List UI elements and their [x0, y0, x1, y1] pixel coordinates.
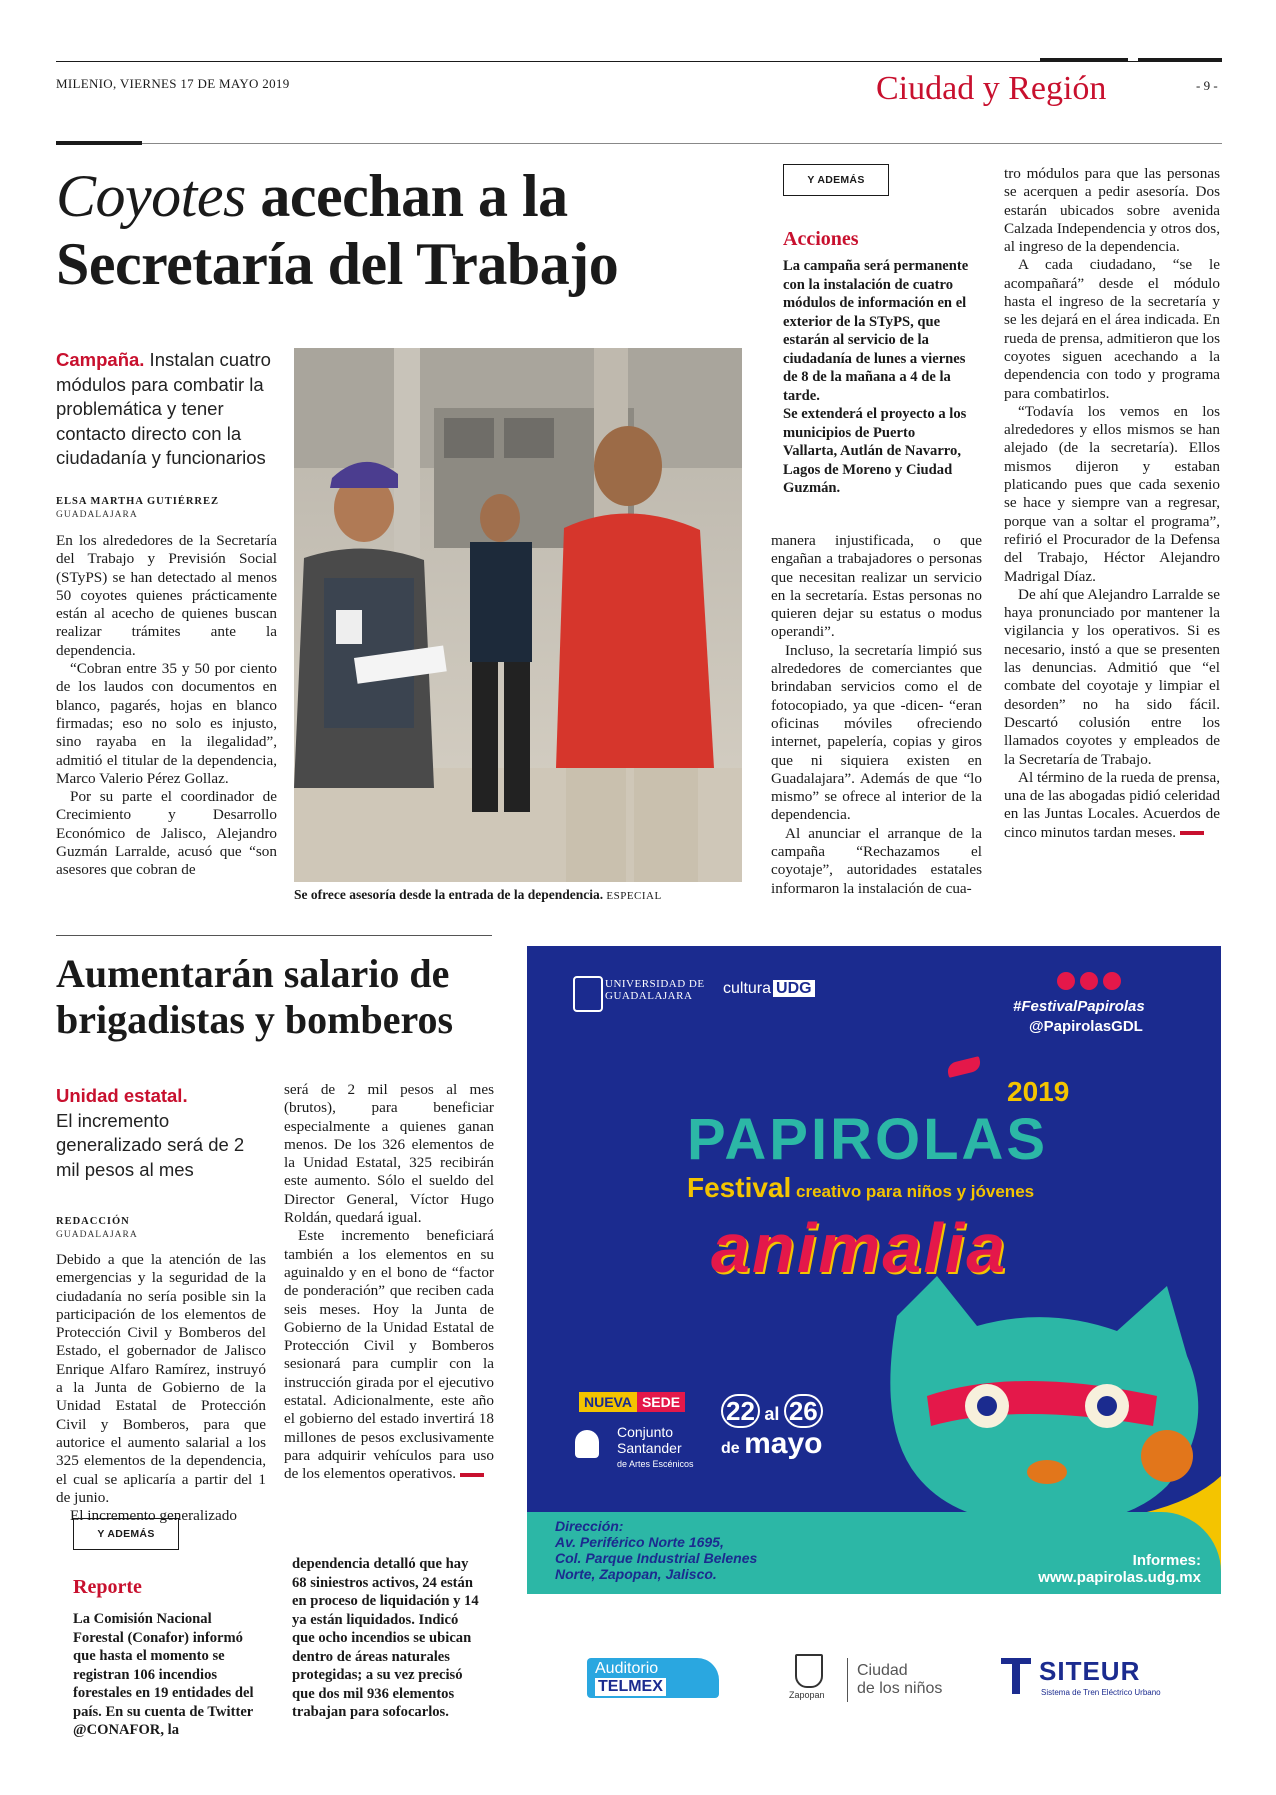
univ-name: [605, 978, 705, 1002]
festival-title: PAPIROLAS: [687, 1107, 1049, 1172]
paragraph: tro módulos para que las personas se acerquen a pedir asesoría. Dos estarán ubicados sobre avenida Calzada Independencia y otros dos, al ingreso de la dependencia.: [1004, 165, 1220, 256]
sponsor-divider: [847, 1658, 848, 1702]
sidebar-title: Reporte: [73, 1576, 142, 1598]
page-number: - 9 -: [1196, 78, 1218, 93]
facebook-icon: [1057, 972, 1075, 990]
address-line-1: Av. Periférico Norte 1695,: [555, 1534, 724, 1550]
author: ELSA MARTHA GUTIÉRREZ: [56, 496, 219, 507]
papirolas-ad: [527, 946, 1221, 1736]
paragraph: “Todavía los vemos en los alrededores y ellos mismos se han alejado (de la secretaría). Ellos mismos dijeron y estaban platicando pues que cada sexenio se hace y siempre van a regresar, porque van a soltar el programa”, refirió el Procurador de la Defensa del Trabajo, Héctor Alejandro Madrigal Díaz.: [1004, 402, 1220, 585]
paragraph-text: Este incremento beneficiará también a los elementos en su aguinaldo y en el bono de “factor de ponderación” que reciben cada seis meses. Hoy la Junta de Gobierno de la Unidad Estatal de Protección Civil y Bomberos sesionará para cumplir con la instrucción girada por el ejecutivo estatal. Adicionalmente, este año el gobierno del estado invertirá 18 millones de pesos exclusivamente para adquirir vehículos para uso de los elementos operativos.: [284, 1227, 494, 1483]
sidebar2-col-1: La Comisión Nacional Forestal (Conafor) informó que hasta el momento se registran 106 incendios forestales en 19 entidades del país. En su cuenta de Twitter @CONAFOR, la: [73, 1611, 254, 1738]
article-separator: [56, 935, 492, 936]
article1-headline: [56, 162, 756, 298]
headline-italic: Coyotes: [56, 163, 246, 229]
y-ademas-box: Y ADEMÁS: [783, 164, 889, 196]
sidebar-paragraph: La campaña será permanente con la instalación de cuatro módulos de información en el exterior de la STyPS, que estarán al servicio de la ciudadanía de lunes a viernes de 8 de la mañana a 4 de la tarde.: [783, 258, 969, 404]
udg-text: UDG: [773, 980, 815, 997]
deck-text: El incremento generalizado será de 2 mil pesos al mes: [56, 1109, 245, 1180]
y-ademas-box: Y ADEMÁS: [73, 1518, 179, 1550]
headline-line-2: Secretaría del Trabajo: [56, 231, 619, 297]
sponsor-ciudad-ninos: [857, 1662, 942, 1698]
sidebar-text: [783, 257, 969, 498]
top-rule-thick-2: [1138, 58, 1222, 62]
news-photo: [294, 348, 742, 882]
article1-column-1: [56, 532, 277, 880]
article1-deck: [56, 348, 278, 471]
siteur-logo-icon: [1001, 1658, 1031, 1694]
sponsor-auditorio-telmex: [587, 1658, 719, 1698]
paragraph: Por su parte el coordinador de Crecimiento y Desarrollo Económico de Jalisco, Alejandro Guzmán Larralde, acusó que “son asesores que cobran de: [56, 788, 277, 879]
masthead-bottom-rule: [56, 143, 1222, 144]
sponsor1-line-1: Auditorio: [595, 1660, 659, 1677]
univ-line-1: UNIVERSIDAD DE: [605, 978, 705, 990]
headline-rest: acechan a la: [245, 163, 568, 229]
paragraph-text: Al término de la rueda de prensa, una de las abogadas pidió celeridad en las Juntas Locales. Acuerdos de cinco minutos tardan meses.: [1004, 768, 1220, 841]
date-line: MILENIO, VIERNES 17 DE MAYO 2019: [56, 76, 290, 91]
paragraph: [1004, 769, 1220, 842]
sponsor3-line-2: de los niños: [857, 1680, 943, 1697]
new-venue-badge: [579, 1394, 685, 1410]
info-label: Informes:: [1132, 1552, 1201, 1569]
sidebar-paragraph: Se extenderá el proyecto a los municipios de Puerto Vallarta, Autlán de Navarro, Lagos de Moreno y Ciudad Guzmán.: [783, 406, 967, 496]
theme-title: animalia: [711, 1209, 1008, 1287]
article2-headline: [56, 951, 496, 1043]
zapopan-shield-icon: [795, 1654, 823, 1688]
venue-line-2: Santander: [617, 1440, 682, 1456]
article2-column-1: [56, 1251, 266, 1525]
cultura-udg-logo: [723, 980, 815, 998]
paragraph: El incremento generalizado: [70, 1507, 237, 1525]
top-rule-thick-1: [1040, 58, 1128, 62]
social-icons: [1057, 972, 1121, 995]
nueva-label: NUEVA: [579, 1392, 637, 1412]
twitter-icon: [1080, 972, 1098, 990]
date-de: de: [721, 1440, 740, 1457]
sponsor-siteur-sub: Sistema de Tren Eléctrico Urbano: [1041, 1688, 1161, 1697]
festival-tagline: creativo para niños y jóvenes: [791, 1182, 1035, 1201]
paragraph: Al anunciar el arranque de la campaña “Rechazamos el coyotaje”, autoridades estatales informaron la instalación de cua-: [771, 824, 982, 897]
article2-deck: [56, 1084, 266, 1182]
handle: @PapirolasGDL: [1029, 1018, 1143, 1035]
sponsor1-line-2: TELMEX: [595, 1678, 666, 1696]
udg-seal-icon: [573, 976, 603, 1012]
photo-illustration: [294, 348, 742, 882]
deck-text: Instalan cuatro módulos para combatir la problemática y tener contacto directo con la ciudadanía y funcionarios: [56, 349, 271, 468]
paragraph: Incluso, la secretaría limpió sus alrededores de comerciantes que brindaban servicios como el de fotocopiado, ya que -dicen- “eran oficinas móviles ofreciendo internet, papelería, copias y giros que ni siquiera existen en Guadalajara”. Además de que “lo mismo” se ofrece al interior de la dependencia.: [771, 641, 982, 824]
address-block: [555, 1518, 757, 1582]
cultura-text: cultura: [723, 980, 772, 997]
sponsor-siteur: SITEUR: [1039, 1656, 1141, 1686]
end-mark: [460, 1473, 484, 1477]
info-url: www.papirolas.udg.mx: [1038, 1569, 1201, 1586]
sidebar-title: Acciones: [783, 228, 859, 250]
paragraph: será de 2 mil pesos al mes (brutos), para beneficiar especialmente a quienes ganan menos. De los 326 elementos de la Unidad Estatal, 325 recibirán este aumento. Sólo el sueldo del Director General, Víctor Hugo Roldán, quedará igual.: [284, 1081, 494, 1227]
headline-line-2: brigadistas y bomberos: [56, 997, 454, 1042]
section-title: Ciudad y Región: [876, 70, 1107, 107]
festival-word: Festival: [687, 1172, 792, 1203]
festival-subtitle: [687, 1172, 1034, 1204]
festival-dates: [721, 1396, 823, 1461]
venue-name: [617, 1424, 694, 1472]
paragraph: En los alrededores de la Secretaría del Trabajo y Previsión Social (STyPS) se han detectado al menos 50 coyotes quienes prácticamente están al acecho de quienes buscan realizar trámites ante la dependencia.: [56, 532, 277, 659]
sede-label: SEDE: [637, 1392, 685, 1412]
sponsor-zapopan: Zapopan: [789, 1690, 825, 1700]
headline-line-1: Aumentarán salario de: [56, 951, 450, 996]
hashtag: #FestivalPapirolas: [1013, 998, 1145, 1015]
article2-column-2: [284, 1081, 494, 1484]
paragraph: De ahí que Alejandro Larralde se haya pronunciado por mantener la vigilancia y los operativos. Si es necesario, instó a que se presenten las denuncias. Admitió que “el combate del coyotaje y limpiar el desorden” no ha sido fácil. Descartó colusión entre los llamados coyotes y empleados de la Secretaría de Trabajo.: [1004, 585, 1220, 768]
place: GUADALAJARA: [56, 510, 138, 520]
kicker: Campaña.: [56, 349, 145, 370]
year: 2019: [1007, 1076, 1070, 1107]
address-label: Dirección:: [555, 1518, 624, 1534]
paragraph: [284, 1227, 494, 1483]
instagram-icon: [1103, 972, 1121, 990]
photo-credit: ESPECIAL: [603, 890, 662, 902]
date-al: al: [764, 1404, 780, 1424]
address-line-3: Norte, Zapopan, Jalisco.: [555, 1566, 717, 1582]
address-line-2: Col. Parque Industrial Belenes: [555, 1550, 758, 1566]
venue-line-1: Conjunto: [617, 1424, 674, 1440]
date-month: mayo: [744, 1427, 823, 1460]
kicker: Unidad estatal.: [56, 1085, 188, 1106]
venue-line-3: de Artes Escénicos: [617, 1459, 694, 1469]
date-month-line: [721, 1427, 823, 1461]
paragraph: Debido a que la atención de las emergencias y la seguridad de la ciudadanía no sería posible sin la participación de los elementos de Protección Civil y Bomberos del Estado, el gobernador de Jalisco Enrique Alfaro Ramírez, instruyó a la Junta de Gobierno de la Unidad Estatal de Protección Civil y Bomberos, para que autorice el aumento salarial a los 325 elementos de la dependencia, el cual se aplicaría a partir del 1 de junio.: [56, 1251, 266, 1506]
paragraph: “Cobran entre 35 y 50 por ciento de los laudos con documentos en blanco, pagarés, hojas en blanco firmadas; eso no solo es injusto, sino rayaba en la ilegalidad”, admitió el titular de la dependencia, Marco Valerio Pérez Gollaz.: [56, 660, 277, 787]
end-mark: [1180, 831, 1204, 835]
photo-caption: [294, 887, 754, 903]
headline-line-1: [56, 162, 756, 230]
date-to: 26: [784, 1394, 823, 1428]
date-from: 22: [721, 1394, 760, 1428]
univ-line-2: GUADALAJARA: [605, 990, 693, 1002]
caption-text: Se ofrece asesoría desde la entrada de la dependencia.: [294, 887, 604, 902]
article-marker: [56, 141, 142, 145]
paragraph: A cada ciudadano, “se le acompañará” desde el módulo hasta el ingreso de la secretaría y se les dejará en el área indicada. En rueda de prensa, admitieron que los coyotes siguen acechando a la dependencia con todo y programa para combatirlos.: [1004, 256, 1220, 402]
author: REDACCIÓN: [56, 1216, 130, 1227]
santander-logo-icon: [575, 1430, 599, 1458]
place: GUADALAJARA: [56, 1230, 138, 1240]
paragraph: manera injustificada, o que engañan a trabajadores o personas que necesitan realizar un servicio en la secretaría. Estas personas no quieren dejar su estatus o modus operandi”.: [771, 532, 982, 641]
article1-column-4: [1004, 165, 1220, 842]
sponsor3-line-1: Ciudad: [857, 1662, 908, 1679]
info-block: [1001, 1552, 1201, 1586]
sidebar2-col-2: dependencia detalló que hay 68 siniestros activos, 24 están en proceso de liquidación y 14 ya están liquidados. Indicó que ocho incendios se ubican dentro de áreas naturales protegidas; a su vez precisó que dos mil 936 elementos trabajan para sofocarlos.: [292, 1556, 479, 1720]
article1-column-3: [771, 532, 982, 898]
